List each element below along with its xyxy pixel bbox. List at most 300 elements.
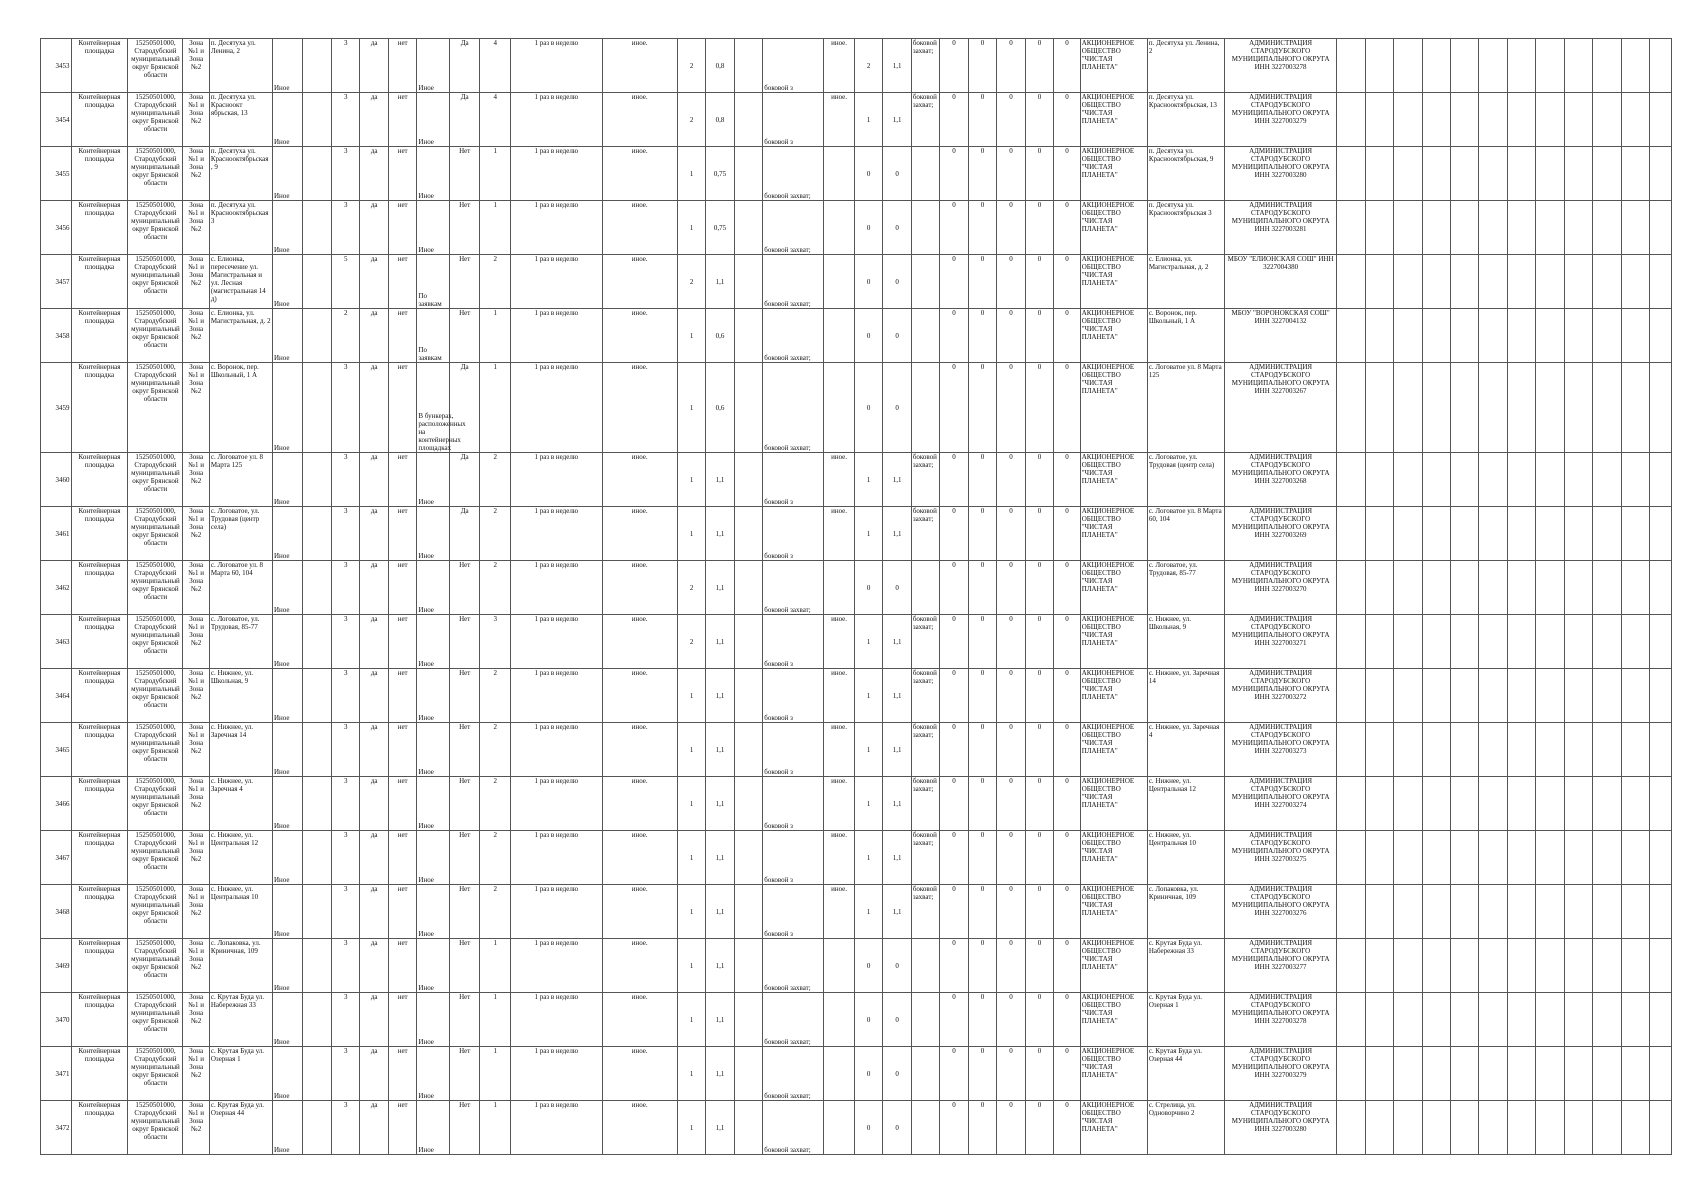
cell-qty-2: 0 [854, 363, 882, 453]
cell-owner: АДМИНИСТРАЦИЯ СТАРОДУБСКОГО МУНИЦИПАЛЬНОГО ОКРУГА ИНН 3227003274 [1225, 777, 1337, 831]
cell-empty [1479, 255, 1507, 309]
cell-empty [1621, 561, 1649, 615]
cell-loading-type-2: боковой захват; [911, 831, 939, 885]
cell-source-address: с. Крутая Буда ул. Озерная 1 [1147, 993, 1224, 1047]
cell-container-material-2: иное. [824, 831, 855, 885]
cell-collection-method-text: Иное [418, 1146, 434, 1154]
cell-bunker-flag: Нет [449, 885, 480, 939]
cell-empty [1650, 255, 1672, 309]
cell-volume: 1,1 [706, 723, 734, 777]
cell-frequency: 1 раз в неделю [510, 507, 602, 561]
cell-empty [1593, 363, 1621, 453]
cell-row-number: 3464 [41, 669, 72, 723]
cell-container-material-2: иное. [824, 885, 855, 939]
cell-collection-method-text: В бункерах, расположенных на контейнерных площадках [418, 412, 466, 452]
cell-count-d: 0 [1025, 1047, 1053, 1101]
cell-site-type: Контейнерная площадка [71, 255, 128, 309]
cell-count-b: 0 [968, 453, 996, 507]
cell-bunker-flag: Нет [449, 561, 480, 615]
cell-volume-2: 1,1 [883, 669, 911, 723]
cell-empty [1479, 885, 1507, 939]
cell-empty [1621, 39, 1649, 93]
cell-frequency: 1 раз в неделю [510, 1101, 602, 1155]
cell-operator: АКЦИОНЕРНОЕ ОБЩЕСТВО "ЧИСТАЯ ПЛАНЕТА" [1080, 777, 1147, 831]
cell-area: 3 [331, 669, 359, 723]
cell-empty [303, 1047, 331, 1101]
cell-owner: АДМИНИСТРАЦИЯ СТАРОДУБСКОГО МУНИЦИПАЛЬНОГО ОКРУГА ИНН 3227003269 [1225, 507, 1337, 561]
cell-empty [734, 147, 762, 201]
cell-empty [1479, 93, 1507, 147]
cell-count-b: 0 [968, 255, 996, 309]
cell-operator: АКЦИОНЕРНОЕ ОБЩЕСТВО "ЧИСТАЯ ПЛАНЕТА" [1080, 1101, 1147, 1155]
cell-operator: АКЦИОНЕРНОЕ ОБЩЕСТВО "ЧИСТАЯ ПЛАНЕТА" [1080, 39, 1147, 93]
table-row [41, 309, 1672, 363]
cell-empty [1479, 507, 1507, 561]
cell-count-e: 0 [1054, 255, 1080, 309]
cell-qty: 2 [677, 615, 705, 669]
cell-container-count: 4 [480, 39, 511, 93]
cell-container-count: 4 [480, 93, 511, 147]
cell-empty [1337, 885, 1365, 939]
cell-count-c: 0 [997, 309, 1025, 363]
cell-empty [1593, 723, 1621, 777]
cell-empty [1422, 507, 1450, 561]
cell-surface-type-text: Иное [273, 84, 290, 92]
cell-qty-2: 1 [854, 615, 882, 669]
cell-oktmo-code: 15250501000, Стародубский муниципальный округ Брянской области [128, 939, 183, 993]
cell-empty [1394, 255, 1422, 309]
cell-frequency: 1 раз в неделю [510, 939, 602, 993]
cell-empty [1450, 885, 1478, 939]
cell-operator: АКЦИОНЕРНОЕ ОБЩЕСТВО "ЧИСТАЯ ПЛАНЕТА" [1080, 831, 1147, 885]
cell-empty [1394, 39, 1422, 93]
cell-empty [734, 363, 762, 453]
cell-frequency: 1 раз в неделю [510, 561, 602, 615]
cell-owner: АДМИНИСТРАЦИЯ СТАРОДУБСКОГО МУНИЦИПАЛЬНОГО ОКРУГА ИНН 3227003280 [1225, 1101, 1337, 1155]
cell-loading-type-text: боковой з [764, 498, 793, 506]
cell-bunker-flag: Нет [449, 1047, 480, 1101]
cell-empty [1564, 723, 1592, 777]
cell-empty [1564, 93, 1592, 147]
cell-owner: АДМИНИСТРАЦИЯ СТАРОДУБСКОГО МУНИЦИПАЛЬНОГО ОКРУГА ИНН 3227003273 [1225, 723, 1337, 777]
cell-empty [1650, 147, 1672, 201]
cell-row-number: 3471 [41, 1047, 72, 1101]
cell-row-number: 3463 [41, 615, 72, 669]
cell-count-d: 0 [1025, 615, 1053, 669]
cell-source-address: с. Нижнее, ул. Заречная 14 [1147, 669, 1224, 723]
cell-area: 3 [331, 453, 359, 507]
cell-empty [1536, 939, 1564, 993]
cell-count-c: 0 [997, 507, 1025, 561]
cell-oktmo-code: 15250501000, Стародубский муниципальный округ Брянской области [128, 1047, 183, 1101]
cell-owner: АДМИНИСТРАЦИЯ СТАРОДУБСКОГО МУНИЦИПАЛЬНОГО ОКРУГА ИНН 3227003276 [1225, 885, 1337, 939]
cell-empty [1394, 885, 1422, 939]
cell-site-type: Контейнерная площадка [71, 723, 128, 777]
cell-qty-2: 1 [854, 93, 882, 147]
cell-area: 3 [331, 147, 359, 201]
cell-frequency: 1 раз в неделю [510, 93, 602, 147]
cell-count-d: 0 [1025, 93, 1053, 147]
cell-source-address: с. Логоватое, ул. Трудовая (центр села) [1147, 453, 1224, 507]
cell-empty [1650, 993, 1672, 1047]
cell-container-count: 1 [480, 993, 511, 1047]
cell-zone: Зона №1 и Зона №2 [183, 939, 209, 993]
cell-surface-type [272, 507, 303, 561]
cell-empty [1621, 147, 1649, 201]
cell-row-number: 3470 [41, 993, 72, 1047]
cell-empty [1365, 309, 1393, 363]
cell-zone: Зона №1 и Зона №2 [183, 255, 209, 309]
cell-container-count: 1 [480, 1101, 511, 1155]
cell-empty [1621, 939, 1649, 993]
cell-fenced: да [360, 885, 388, 939]
cell-collection-method-text: Иное [418, 246, 434, 254]
cell-bunker-flag: Нет [449, 147, 480, 201]
cell-empty [1479, 309, 1507, 363]
table-row [41, 885, 1672, 939]
cell-container-material-2: иное. [824, 93, 855, 147]
cell-count-e: 0 [1054, 831, 1080, 885]
cell-empty [1564, 147, 1592, 201]
cell-row-number: 3466 [41, 777, 72, 831]
cell-frequency: 1 раз в неделю [510, 309, 602, 363]
cell-count-c: 0 [997, 1047, 1025, 1101]
cell-area: 3 [331, 777, 359, 831]
cell-collection-method [417, 939, 450, 993]
cell-bunker-flag: Да [449, 507, 480, 561]
cell-empty [1621, 201, 1649, 255]
cell-empty [1564, 39, 1592, 93]
cell-count-e: 0 [1054, 885, 1080, 939]
cell-empty [1422, 939, 1450, 993]
cell-empty [1593, 993, 1621, 1047]
cell-empty [1422, 255, 1450, 309]
cell-empty [1650, 309, 1672, 363]
cell-volume: 1,1 [706, 507, 734, 561]
cell-collection-method-text: Иное [418, 768, 434, 776]
cell-empty [1337, 831, 1365, 885]
cell-empty [734, 1101, 762, 1155]
cell-bunker-flag: Нет [449, 669, 480, 723]
cell-empty [1365, 939, 1393, 993]
cell-qty-2: 0 [854, 147, 882, 201]
cell-collection-method-text: Иное [418, 84, 434, 92]
cell-count-e: 0 [1054, 723, 1080, 777]
cell-owner: АДМИНИСТРАЦИЯ СТАРОДУБСКОГО МУНИЦИПАЛЬНОГО ОКРУГА ИНН 3227003272 [1225, 669, 1337, 723]
cell-count-d: 0 [1025, 885, 1053, 939]
cell-loading-type-text: боковой захват; [764, 984, 811, 992]
cell-qty: 1 [677, 363, 705, 453]
cell-container-material: иное. [602, 507, 677, 561]
cell-fenced: да [360, 993, 388, 1047]
cell-loading-type [763, 615, 824, 669]
cell-volume-2: 1,1 [883, 507, 911, 561]
cell-site-type: Контейнерная площадка [71, 39, 128, 93]
cell-collection-method [417, 1047, 450, 1101]
cell-empty [1394, 309, 1422, 363]
cell-row-number: 3454 [41, 93, 72, 147]
cell-count-e: 0 [1054, 615, 1080, 669]
cell-volume: 1,1 [706, 453, 734, 507]
cell-empty [1337, 147, 1365, 201]
cell-frequency: 1 раз в неделю [510, 1047, 602, 1101]
cell-container-material-2 [824, 1101, 855, 1155]
table-row [41, 561, 1672, 615]
cell-empty [1536, 615, 1564, 669]
cell-count-a: 0 [940, 93, 968, 147]
cell-collection-method-text: Иное [418, 930, 434, 938]
cell-operator: АКЦИОНЕРНОЕ ОБЩЕСТВО "ЧИСТАЯ ПЛАНЕТА" [1080, 615, 1147, 669]
cell-site-address: с. Логоватое, ул. Трудовая, 85-77 [209, 615, 272, 669]
cell-container-material-2: иное. [824, 777, 855, 831]
cell-empty [1593, 93, 1621, 147]
cell-empty [1479, 1047, 1507, 1101]
cell-empty [1593, 1047, 1621, 1101]
cell-volume: 0,8 [706, 93, 734, 147]
cell-roof: нет [388, 93, 416, 147]
cell-count-e: 0 [1054, 93, 1080, 147]
cell-volume: 1,1 [706, 993, 734, 1047]
cell-empty [1422, 309, 1450, 363]
cell-count-a: 0 [940, 885, 968, 939]
cell-oktmo-code: 15250501000, Стародубский муниципальный округ Брянской области [128, 255, 183, 309]
table-row [41, 1101, 1672, 1155]
cell-empty [734, 885, 762, 939]
cell-empty [1337, 507, 1365, 561]
cell-bunker-flag: Нет [449, 723, 480, 777]
cell-container-count: 2 [480, 507, 511, 561]
cell-empty [1564, 669, 1592, 723]
cell-loading-type [763, 1101, 824, 1155]
cell-qty: 1 [677, 201, 705, 255]
cell-empty [1450, 309, 1478, 363]
cell-loading-type [763, 39, 824, 93]
cell-container-count: 2 [480, 831, 511, 885]
cell-count-e: 0 [1054, 453, 1080, 507]
cell-count-e: 0 [1054, 1047, 1080, 1101]
cell-loading-type [763, 363, 824, 453]
cell-row-number: 3472 [41, 1101, 72, 1155]
cell-loading-type [763, 1047, 824, 1101]
cell-collection-method-text: По заявкам [418, 292, 442, 308]
cell-surface-type-text: Иное [273, 192, 290, 200]
cell-empty [1422, 777, 1450, 831]
cell-loading-type-text: боковой з [764, 552, 793, 560]
cell-container-material-2: иное. [824, 39, 855, 93]
cell-surface-type-text: Иное [273, 984, 290, 992]
cell-empty [1450, 723, 1478, 777]
cell-empty [1593, 147, 1621, 201]
cell-zone: Зона №1 и Зона №2 [183, 147, 209, 201]
cell-count-b: 0 [968, 831, 996, 885]
cell-count-d: 0 [1025, 669, 1053, 723]
cell-owner: МБОУ "ВОРОНОКСКАЯ СОШ" ИНН 3227004132 [1225, 309, 1337, 363]
cell-loading-type [763, 309, 824, 363]
cell-source-address: с. Нижнее, ул. Заречная 4 [1147, 723, 1224, 777]
cell-container-material: иное. [602, 669, 677, 723]
cell-container-material-2 [824, 309, 855, 363]
cell-empty [1507, 1047, 1535, 1101]
cell-empty [1450, 1101, 1478, 1155]
cell-container-material: иное. [602, 363, 677, 453]
cell-empty [1337, 255, 1365, 309]
cell-roof: нет [388, 1101, 416, 1155]
cell-bunker-flag: Да [449, 453, 480, 507]
cell-empty [1650, 93, 1672, 147]
cell-source-address: с. Логоватое ул. 8 Марта 125 [1147, 363, 1224, 453]
cell-surface-type [272, 1047, 303, 1101]
cell-empty [1365, 453, 1393, 507]
cell-loading-type-2: боковой захват; [911, 453, 939, 507]
cell-empty [1650, 723, 1672, 777]
cell-frequency: 1 раз в неделю [510, 201, 602, 255]
cell-empty [1564, 831, 1592, 885]
cell-empty [1564, 363, 1592, 453]
cell-source-address: с. Лопаковка, ул. Криничная, 109 [1147, 885, 1224, 939]
cell-empty [734, 939, 762, 993]
cell-bunker-flag: Нет [449, 993, 480, 1047]
cell-empty [1536, 993, 1564, 1047]
cell-loading-type-text: боковой захват; [764, 1092, 811, 1100]
cell-collection-method [417, 723, 450, 777]
cell-fenced: да [360, 93, 388, 147]
cell-container-material: иное. [602, 1101, 677, 1155]
cell-container-material-2: иное. [824, 615, 855, 669]
cell-row-number: 3456 [41, 201, 72, 255]
cell-surface-type-text: Иное [273, 768, 290, 776]
cell-collection-method [417, 831, 450, 885]
cell-empty [1564, 453, 1592, 507]
cell-container-material: иное. [602, 453, 677, 507]
cell-empty [1536, 255, 1564, 309]
cell-volume: 1,1 [706, 939, 734, 993]
cell-empty [1365, 93, 1393, 147]
cell-empty [1479, 615, 1507, 669]
cell-container-count: 3 [480, 615, 511, 669]
cell-empty [1621, 615, 1649, 669]
cell-frequency: 1 раз в неделю [510, 615, 602, 669]
cell-surface-type [272, 669, 303, 723]
cell-area: 3 [331, 507, 359, 561]
cell-source-address: с. Нижнее, ул. Центральная 12 [1147, 777, 1224, 831]
cell-roof: нет [388, 723, 416, 777]
cell-container-material-2 [824, 1047, 855, 1101]
cell-count-d: 0 [1025, 147, 1053, 201]
cell-empty [1507, 507, 1535, 561]
cell-site-type: Контейнерная площадка [71, 777, 128, 831]
cell-empty [1507, 939, 1535, 993]
cell-operator: АКЦИОНЕРНОЕ ОБЩЕСТВО "ЧИСТАЯ ПЛАНЕТА" [1080, 255, 1147, 309]
cell-count-e: 0 [1054, 39, 1080, 93]
cell-fenced: да [360, 201, 388, 255]
cell-count-e: 0 [1054, 201, 1080, 255]
cell-count-c: 0 [997, 255, 1025, 309]
cell-empty [1536, 39, 1564, 93]
cell-site-address: с. Нижнее, ул. Заречная 4 [209, 777, 272, 831]
table-row [41, 507, 1672, 561]
cell-fenced: да [360, 615, 388, 669]
cell-empty [1394, 993, 1422, 1047]
cell-qty-2: 0 [854, 1047, 882, 1101]
cell-volume: 1,1 [706, 777, 734, 831]
cell-count-a: 0 [940, 453, 968, 507]
cell-qty-2: 0 [854, 1101, 882, 1155]
cell-empty [1365, 363, 1393, 453]
cell-bunker-flag: Нет [449, 255, 480, 309]
cell-qty: 1 [677, 1047, 705, 1101]
cell-source-address: п. Десятуха ул. Краснооктябрьская, 13 [1147, 93, 1224, 147]
cell-fenced: да [360, 1047, 388, 1101]
cell-site-type: Контейнерная площадка [71, 147, 128, 201]
cell-count-a: 0 [940, 561, 968, 615]
cell-zone: Зона №1 и Зона №2 [183, 39, 209, 93]
cell-empty [1365, 831, 1393, 885]
cell-empty [1365, 885, 1393, 939]
cell-oktmo-code: 15250501000, Стародубский муниципальный округ Брянской области [128, 777, 183, 831]
cell-loading-type [763, 453, 824, 507]
cell-area: 3 [331, 615, 359, 669]
cell-empty [1621, 255, 1649, 309]
cell-empty [734, 831, 762, 885]
cell-volume-2: 1,1 [883, 453, 911, 507]
cell-operator: АКЦИОНЕРНОЕ ОБЩЕСТВО "ЧИСТАЯ ПЛАНЕТА" [1080, 561, 1147, 615]
cell-empty [1593, 255, 1621, 309]
cell-count-a: 0 [940, 831, 968, 885]
cell-volume: 1,1 [706, 669, 734, 723]
cell-empty [1507, 615, 1535, 669]
cell-container-material-2 [824, 561, 855, 615]
cell-empty [1479, 939, 1507, 993]
cell-owner: АДМИНИСТРАЦИЯ СТАРОДУБСКОГО МУНИЦИПАЛЬНОГО ОКРУГА ИНН 3227003281 [1225, 201, 1337, 255]
cell-operator: АКЦИОНЕРНОЕ ОБЩЕСТВО "ЧИСТАЯ ПЛАНЕТА" [1080, 363, 1147, 453]
cell-empty [1337, 93, 1365, 147]
registry-sheet [40, 38, 1672, 1155]
cell-qty: 1 [677, 723, 705, 777]
cell-qty: 2 [677, 255, 705, 309]
cell-surface-type-text: Иное [273, 930, 290, 938]
cell-count-a: 0 [940, 255, 968, 309]
cell-roof: нет [388, 831, 416, 885]
cell-empty [1507, 723, 1535, 777]
cell-empty [1593, 201, 1621, 255]
cell-empty [1507, 93, 1535, 147]
cell-empty [1337, 1047, 1365, 1101]
cell-collection-method [417, 453, 450, 507]
cell-empty [1394, 1101, 1422, 1155]
cell-empty [1337, 669, 1365, 723]
cell-collection-method [417, 309, 450, 363]
cell-site-address: с. Крутая Буда ул. Набережная 33 [209, 993, 272, 1047]
cell-fenced: да [360, 669, 388, 723]
cell-empty [1536, 561, 1564, 615]
cell-qty: 1 [677, 993, 705, 1047]
cell-count-b: 0 [968, 1101, 996, 1155]
cell-count-c: 0 [997, 669, 1025, 723]
cell-empty [1394, 777, 1422, 831]
cell-empty [1593, 939, 1621, 993]
cell-empty [303, 453, 331, 507]
cell-collection-method-text: Иное [418, 876, 434, 884]
cell-container-count: 1 [480, 363, 511, 453]
cell-loading-type [763, 561, 824, 615]
cell-empty [1450, 561, 1478, 615]
cell-volume-2: 0 [883, 201, 911, 255]
cell-count-e: 0 [1054, 939, 1080, 993]
cell-empty [1479, 147, 1507, 201]
cell-collection-method-text: Иное [418, 138, 434, 146]
cell-operator: АКЦИОНЕРНОЕ ОБЩЕСТВО "ЧИСТАЯ ПЛАНЕТА" [1080, 309, 1147, 363]
cell-container-material-2 [824, 363, 855, 453]
